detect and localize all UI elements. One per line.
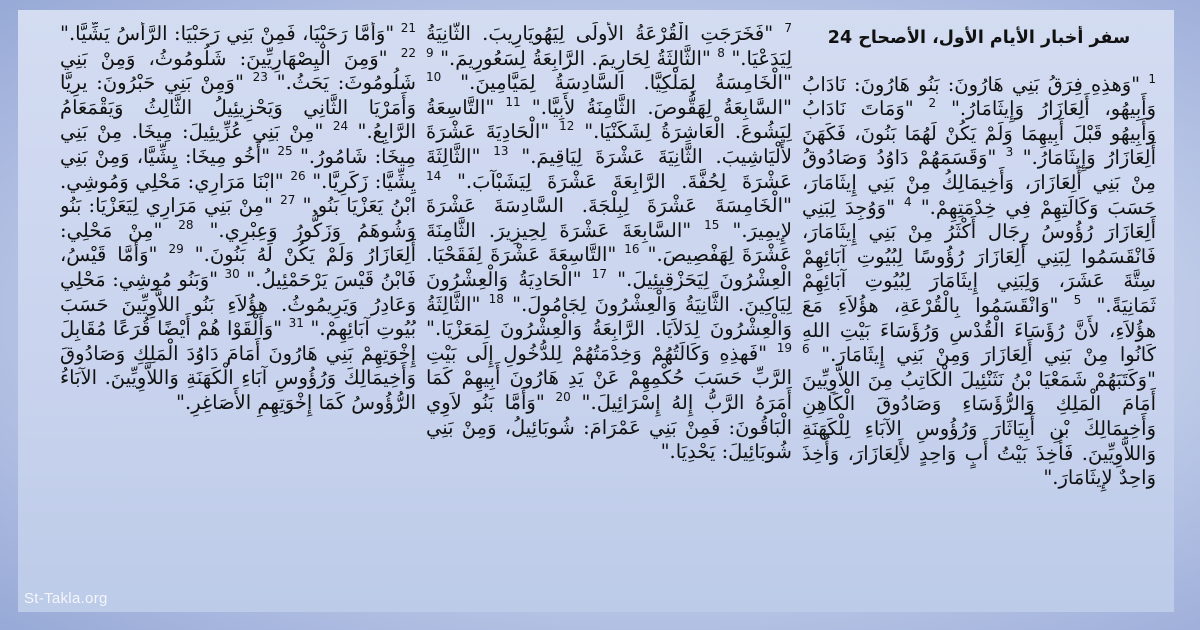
verse-number: 23 — [252, 70, 268, 85]
verse-text: "وَانْقَسَمُوا بِالْقُرْعَةِ، هؤُلاَءِ مَعَ هؤُلاَءِ، لأَنَّ رُؤَسَاءَ الْقُدْسِ وَرُؤَسَاءَ بَيْتِ اللهِ كَانُوا مِنْ بَنِي أَلِعَازَارَ وَمِنْ بَنِي إِيثَامَارَ." — [802, 293, 1156, 367]
verse-number: 19 — [776, 340, 792, 355]
verse-text: "فَخَرَجَتِ الْقُرْعَةُ الأُولَى لِيَهُويَارِيبَ. الثَّانِيَةُ لِيَدَعْيَا." — [426, 22, 792, 70]
verse-number: 27 — [280, 193, 296, 208]
verse-text: "التَّاسِعَةَ عَشْرَةَ لِفَقَحْيَا. الْعِشْرُونَ لِيَحَزْقِيئِيلَ." — [426, 243, 792, 291]
verse-number: 25 — [277, 143, 293, 158]
verse-number: 14 — [426, 168, 442, 183]
verse-number: 1 — [1148, 71, 1156, 86]
verses-middle — [426, 22, 792, 465]
verses-left — [60, 22, 416, 416]
verse-number: 10 — [426, 70, 442, 85]
verse-number: 17 — [591, 266, 608, 281]
verse-number: 9 — [426, 45, 434, 60]
verse-text: "وَأَلْقَوْا هُمْ أَيْضًا قُرَعًا مُقَابِلَ إِخْوَتِهِمْ بَنِي هَارُونَ أَمَامَ دَاوُدَ الْمَلِكِ وَصَادُوقَ وَأَخِيمَالِكَ وَرُؤُوسِ آبَاءِ الْكَهَنَةِ وَاللاَّوِيِّينَ. الآبَاءُ الرُّؤُوسُ كَمَا إِخْوَتِهِمِ الأَصَاغِرِ." — [60, 317, 416, 414]
column-left — [60, 22, 416, 606]
verse-text: "وَأَمَّا بَنُو لاَوِي الْبَاقُونَ: فَمِنْ بَنِي عَمْرَامَ: شُوبَائِيلُ، وَمِنْ بَنِي شُوبَائِيلَ: يَحْدِيَا." — [426, 390, 792, 464]
verse-text: "الثَّالِثَةُ وَالْعِشْرُونَ لِدَلاَيَا. الرَّابِعَةُ وَالْعِشْرُونَ لِمَعَزْيَا." — [426, 292, 792, 341]
text-panel — [18, 10, 1174, 612]
verse-number: 3 — [1005, 145, 1014, 160]
verse-text: "الْخَامِسَةُ لِمَلْكِيَّا. السَّادِسَةُ لِمَيَّامِينَ." — [460, 71, 792, 95]
verse-text: "وَأَمَّا رَحَبْيَا، فَمِنْ بَنِي رَحَبْيَا: الرَّأْسُ يَشِّيَّا." — [60, 22, 395, 45]
verse — [434, 47, 725, 70]
verse-text: "وَهذِهِ فِرَقُ بَنِي هَارُونَ: بَنُو هَارُونَ: نَادَابُ وَأَبِيهُو، أَلِعَازَارُ وَإِيثَامَارُ." — [802, 72, 1156, 121]
verse-text: "مِنْ بَنِي عُزِّيئِيلَ: مِيخَا. مِنْ بَنِي مِيخَا: شَامُورُ." — [60, 120, 416, 168]
verse-text: "السَّابِعَةَ عَشْرَةَ لِحِيزِيرَ. الثَّامِنَةَ عَشْرَةَ لِهَفْصِيصَ." — [426, 218, 792, 267]
verse-text: "السَّابِعَةُ لِهَقُّوصَ. الثَّامِنَةُ لأَبِيَّا." — [531, 95, 792, 119]
verse-number: 4 — [904, 194, 912, 209]
verse-text: "الْحَادِيَةُ وَالْعِشْرُونَ لِيَاكِينَ. الثَّانِيَةُ وَالْعِشْرُونَ لِجَامُولَ." — [426, 267, 792, 316]
verse-text: "فَهذِهِ وَكَالَتُهُمْ وَخِدْمَتُهُمْ لِلدُّخُولِ إِلَى بَيْتِ الرَّبِّ حَسَبَ حُكْمِهِمْ عَنْ يَدِ هَارُونَ أَبِيهِمْ كَمَا أَمَرَهُ الرَّبُّ إِلهُ إِسْرَائِيلَ." — [426, 341, 792, 414]
verse-text: "الثَّالِثَةَ عَشْرَةَ لِحُفَّةَ. الرَّابِعَةَ عَشْرَةَ لِيَشَبْآبَ." — [426, 144, 792, 193]
verse-text: "مِنْ مَحْلِي: أَلِعَازَارُ وَلَمْ يَكُنْ لَهُ بَنُونَ." — [60, 218, 416, 267]
verse-number: 29 — [168, 242, 184, 257]
verse-number: 13 — [493, 143, 509, 158]
verse-number: 26 — [290, 168, 306, 183]
verse-text: "الثَّالِثَةُ لِحَارِيمَ. الرَّابِعَةُ لِسَعُورِيمَ." — [440, 46, 711, 70]
verse-text: "ابْنَا مَرَارِي: مَحْلِي وَمُوشِي. ابْنُ يَعَزْيَا بَنُو." — [60, 169, 416, 218]
chapter-title: سفر أخبار الأيام الأول، الأصحاح 24 — [827, 28, 1131, 48]
verses-right — [802, 73, 1156, 491]
verse-number: 22 — [400, 45, 416, 60]
verse-number: 6 — [802, 342, 810, 357]
verse-number: 11 — [505, 94, 521, 109]
verse-text: "وَوُجِدَ لِبَنِي أَلِعَازَارَ رُؤُوسُ رِجَال أَكْثَرُ مِنْ بَنِي إِيثَامَارَ، فَانْقَسَمُوا لِبَنِي أَلِعَازَارَ رُؤُوسًا لِبُيُوتِ آبَائِهِمْ سِتَّةَ عَشَرَ، وَلِبَنِي إِيثَامَارَ لِبُيُوتِ آبَائِهِمْ ثَمَانِيَةً." — [802, 195, 1156, 317]
verse-number: 18 — [488, 291, 504, 306]
verse-text: "وَأَمَّا قَيْسُ، فَابْنُ قَيْسَ يَرْحَمْئِيلُ." — [60, 243, 416, 291]
verse-text: "مِنْ بَنِي مَرَارِي لِيَعَزْيَا: بَنُو وَشُوهَمُ وَزَكُّورُ وَعِبْرِي." — [60, 194, 416, 242]
verse-text: "وَكَتَبَهُمْ شَمَعْيَا بْنُ نَثَنْئِيلَ الْكَاتِبُ مِنَ اللاَّوِيِّينَ أَمَامَ الْمَلِكِ وَالرُّؤَسَاءِ وَصَادُوقَ الْكَاهِنِ وَأَخِيمَالِكَ بْنِ أَبِيَاثَارَ وَرُؤُوسِ الآبَاءِ لِلْكَهَنَةِ وَاللاَّوِيِّينَ. فَأُخِذَ بَيْتُ أَبٍ وَاحِدٍ لأَلِعَازَارَ، وَأُخِذَ وَاحِدٌ لإِيثَامَارَ." — [802, 367, 1156, 490]
verse-number: 24 — [332, 119, 349, 134]
verse-text: "الْخَامِسَةَ عَشْرَةَ لِبِلْجَةَ. السَّادِسَةَ عَشْرَةَ لإِيمِيرَ." — [426, 194, 792, 242]
verse-text: "الْحَادِيَةَ عَشْرَةَ لأَلْيَاشِيبَ. الثَّانِيَةَ عَشْرَةَ لِيَاقِيمَ." — [426, 120, 792, 168]
verse-text: "وَمِنْ بَنِي حَبْرُونَ: يرِيَّا وَأَمَرْيَا الثَّانِي وَيَحْزِيئِيلُ الثَّالِثُ وَيَقْمَعَامُ الرَّابِعُ." — [60, 71, 416, 144]
verse-text: "التَّاسِعَةُ لِيَشُوعَ. الْعَاشِرَةُ لِشَكَنْيَا." — [426, 95, 792, 144]
verse-text: "وَبَنُو مُوشِي: مَحْلِي وَعَادِرُ وَيَرِيمُوثُ. هؤُلاَءِ بَنُو اللاَّوِيِّينَ حَسَبَ بُيُوتِ آبَائِهِمْ." — [60, 267, 416, 341]
verse-number: 20 — [555, 389, 571, 404]
verse-number: 16 — [624, 242, 640, 257]
verse-number: 28 — [178, 217, 194, 232]
verse-number: 21 — [400, 22, 416, 35]
column-middle — [426, 22, 792, 606]
verse-text: "وَمِنَ الْيِصْهَارِيِّينَ: شَلُومُوثُ، وَمِنْ بَنِي شَلُومُوثَ: يَحَثُ." — [60, 46, 416, 95]
verse-text: "أَخُو مِيخَا: يِشِّيَّا، وَمِنْ بَنِي يِشِّيَّا: زَكَرِيَّا." — [60, 144, 416, 193]
site-watermark: St-Takla.org — [24, 590, 108, 607]
verse-number: 12 — [559, 119, 575, 134]
column-right — [802, 26, 1156, 606]
verse-text: "وَقَسَمَهُمْ دَاوُدُ وَصَادُوقُ مِنْ بَنِي أَلِعَازَارَ، وَأَخِيمَالِكُ مِنْ بَنِي إِيثَامَارَ، حَسَبَ وَكَالَتِهِمْ فِي خِدْمَتِهِمْ." — [802, 146, 1156, 219]
verse-number: 31 — [288, 316, 304, 331]
verse-number: 5 — [1073, 292, 1082, 307]
verse-number: 7 — [784, 22, 792, 35]
verse-number: 15 — [704, 217, 720, 232]
verse-number: 8 — [717, 45, 725, 60]
verse-number: 2 — [928, 96, 937, 111]
verse — [60, 22, 416, 45]
verse-text: "وَمَاتَ نَادَابُ وَأَبِيهُو قَبْلَ أَبِيهِمَا وَلَمْ يَكُنْ لَهُمَا بَنُونَ، فَكَهَنَ أَلِعَازَارُ وَإِيثَامَارُ." — [802, 97, 1156, 170]
verse-number: 30 — [224, 266, 240, 281]
